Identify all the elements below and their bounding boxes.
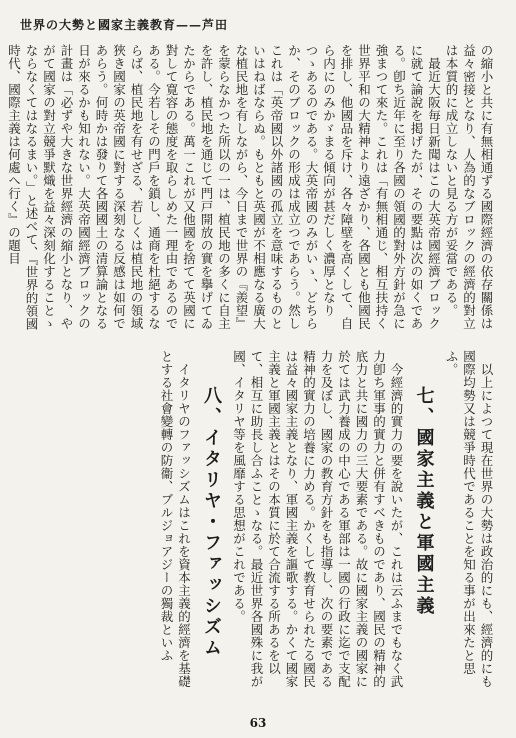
paragraph-continuation: の縮小と共に有無相通ずる國際經濟の依存關係は益々密接となり、人為的なブロックの經濟的對立は本質的に成立しないと見る方が妥當である。 — [444, 44, 494, 330]
top-text-block — [6, 44, 495, 334]
bottom-text-block — [25, 350, 495, 695]
paragraph-section-7: 今經濟的實力の要を說いたが、これは云ふまでもなく武力卽ち軍事的實力と併有すべきものであり、國民の精神的底力と共に國力の三大要素である。故に國家主義の國家に於ては武力養成の中心である軍部は一國の行政に迄で支配力を及ぼし、國家の教育方針をも指導し、次の要素である精神的實力の培養に力める。かくして教育せられたる國民は益々國家主義となり、軍國主義を謳歌する。かくて國家主義と軍國主義とはその本質に於て合流する所あるを以て、相互に助長し合ふことゝなる。最近世界各國殊に我が國、イタリヤ等を風靡する思想がこれである。 — [231, 350, 404, 688]
section-heading-nationalism-militarism: 七、國家主義と軍國主義 — [413, 386, 435, 617]
paragraph-summary: 以上によつて現在世界の大勢は政治的にも、經濟的にも國際均勢又は競爭時代であることを知る事が出來たと思ふ。 — [444, 350, 494, 688]
section-heading-italian-fascism: 八、イタリヤ・ファッシズム — [201, 386, 222, 659]
page-number: 63 — [249, 716, 267, 730]
paragraph-section-8: イタリヤのファッシズムはこれを資本主義的經濟を基礎とする社會變轉の防衞、ブルジョアジーの獨裁といふ — [159, 350, 192, 688]
paragraph-osaka-mainichi: 最近大阪毎日新聞はこの大英帝國經濟ブロックに就て論說を掲げたが、その要點は次の如くである。卽ち近年に至り各國の領國的對外方針が急に強まつて來た。これは「有無相通じ、相互扶持く世界平和の大精神より遠ざかり、各國とも他國民を排し、他國品を斥け、各々障壁を高くして、自ら内にのみかゞまる傾向が甚だしく濃厚となりつゝあるのである。大英帝國のみがいゝ、どちらか、そのブロックの形成は成立つであらう。然しこれは「英帝國以外諸國の孤立を意味するものといはねばならぬ。もともと英國が不相應なる廣大な植民地を有しながら、今日まで世界の『羨望』を蒙らなかつた所以の一は、植民地の多くに自主を許し、植民地を通じて門戸開放の實を擧げてゐたからである。萬一これが又他國を捨てて英國に對して寛容の態度を取らしめた一理由であるのである。今若しその門戶を鎖し、通商を杜絕するならば、植民地を有せざる、若しくは植民地の領域狹き國家の英帝國に對する深刻なる反感は如何であらう。何時かは發りて各國國土の清算論となる日が來るかも知れない。大英帝國經濟ブロックの計畫は「必ずや大きな世界經濟の縮小となり、やがて國家の對立競爭默熾を益々深刻化することゝならなくてはなるまい。」と述べて、『世界的領國時代、國際主義は何處へ行く』の題目 — [6, 44, 442, 331]
running-header: 世界の大勢と國家主義教育——芦田 — [20, 18, 229, 32]
